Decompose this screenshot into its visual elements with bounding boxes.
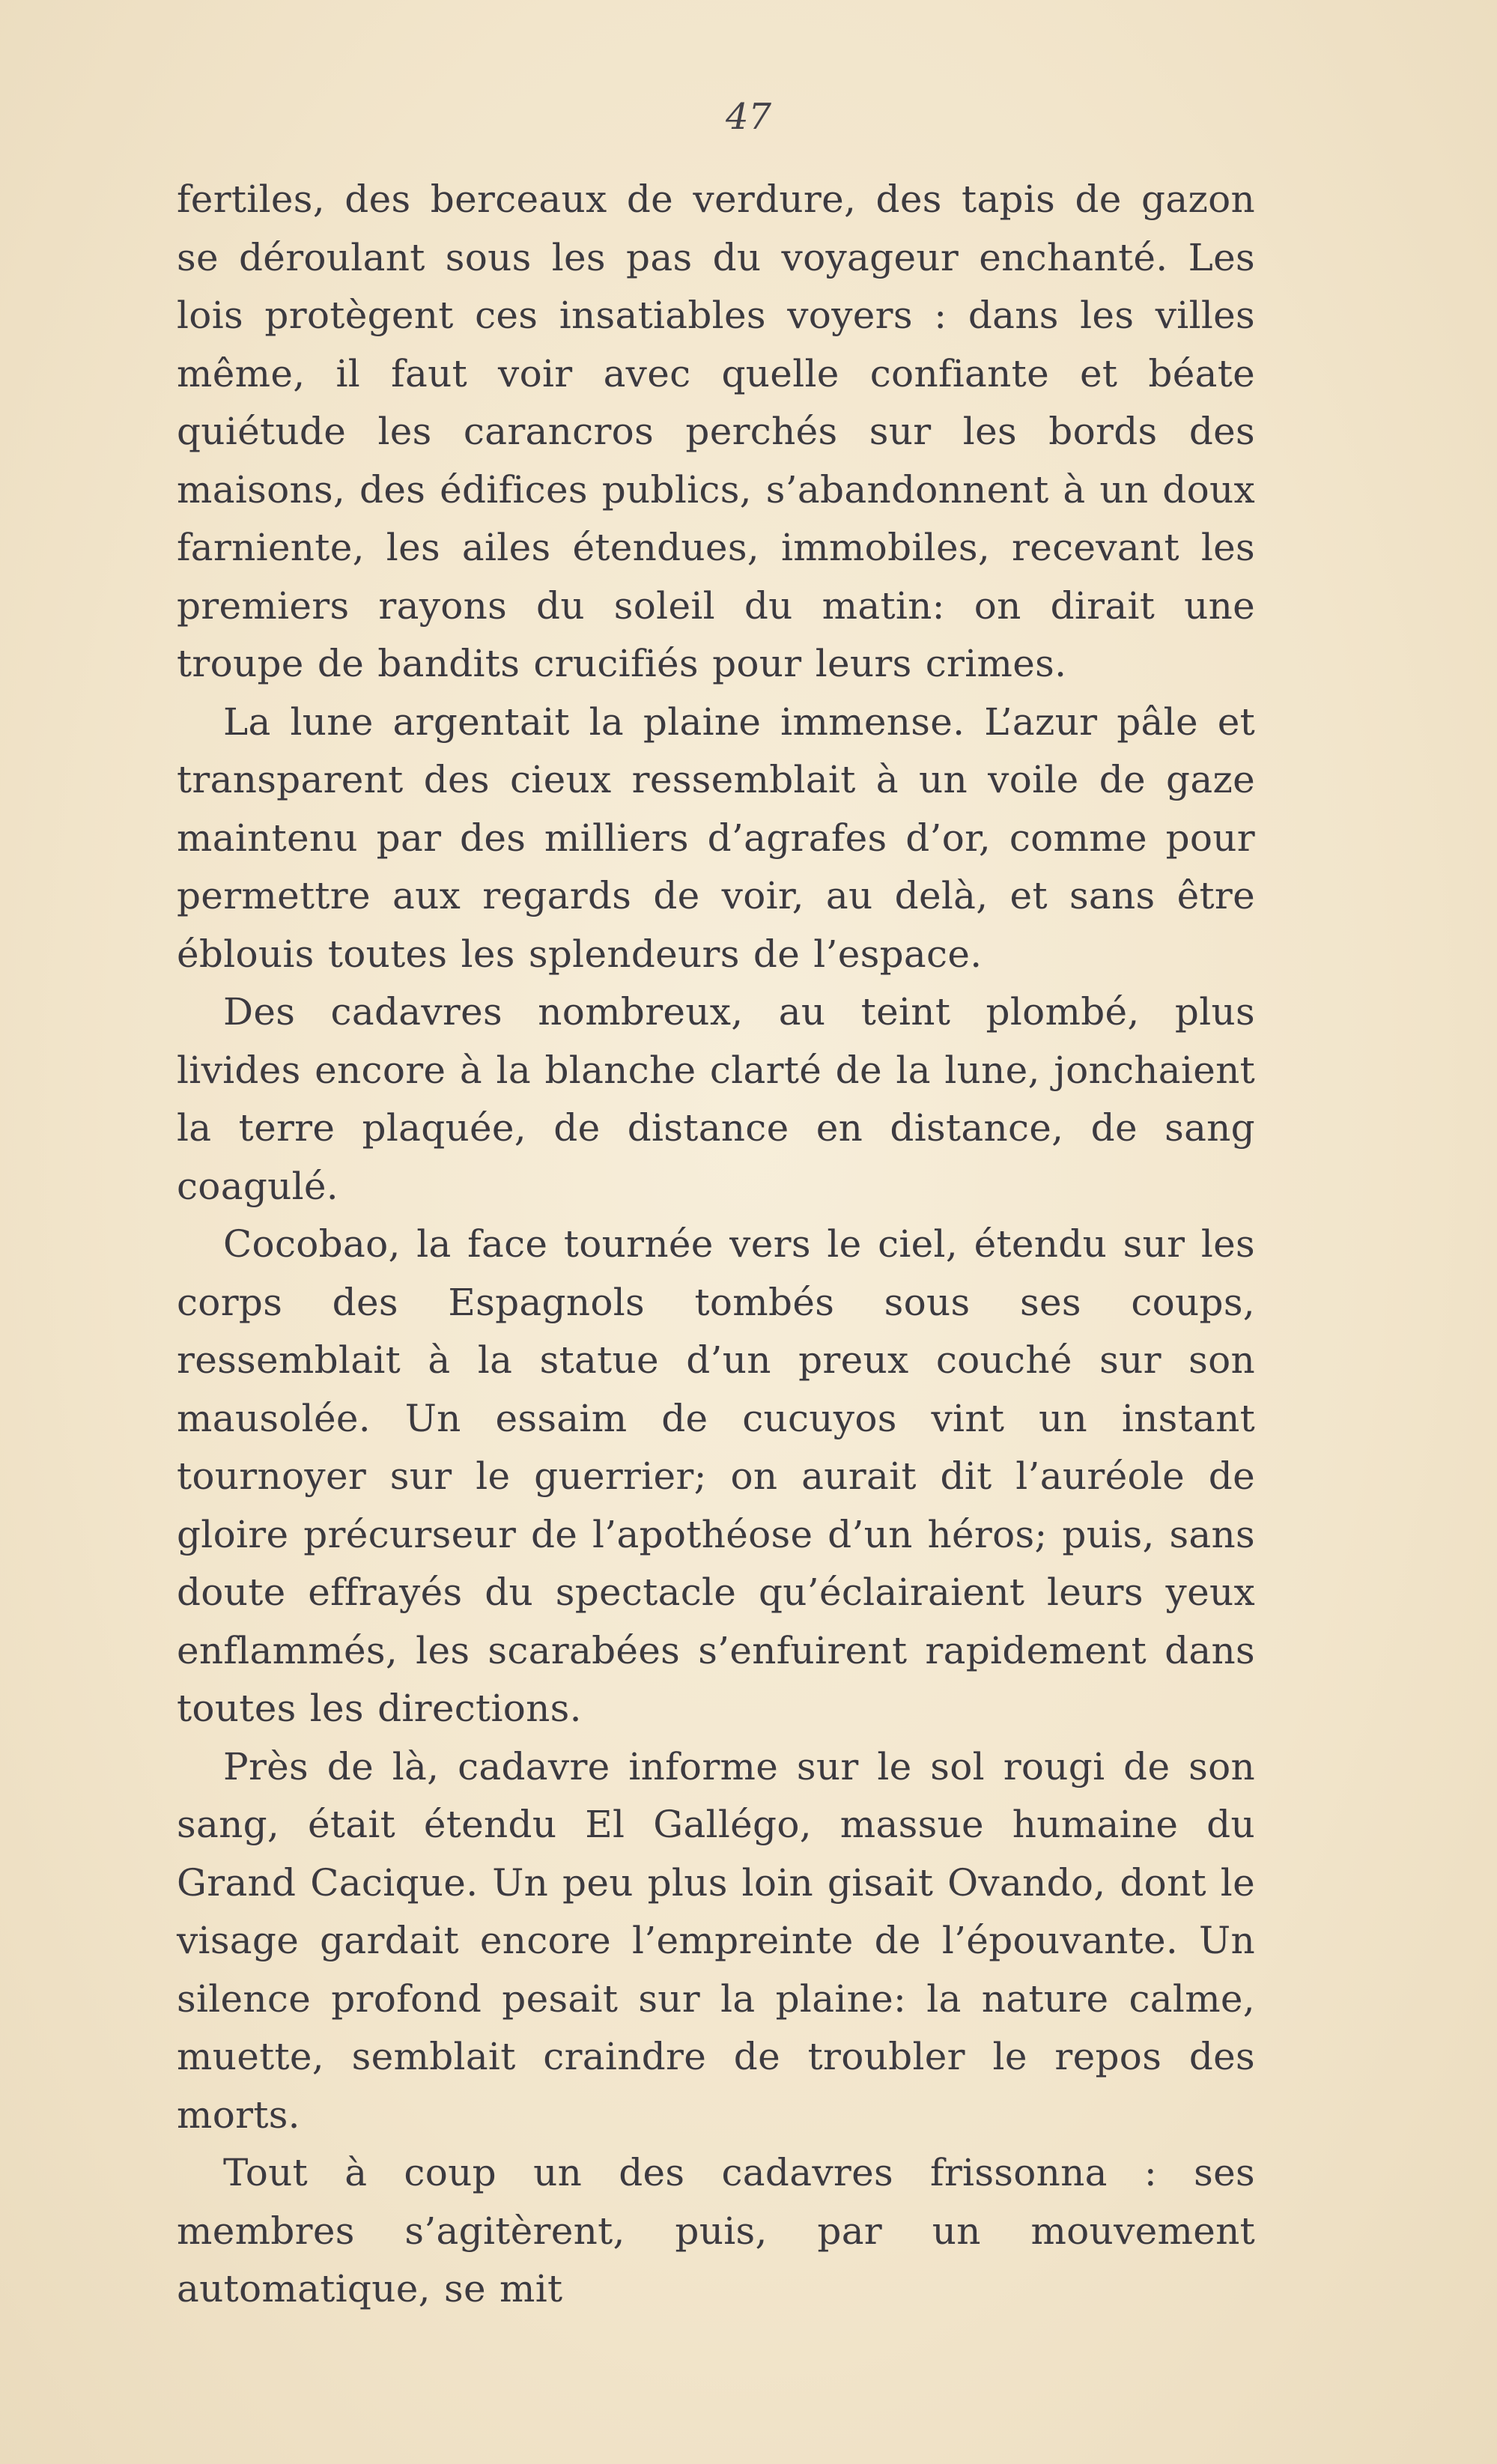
paragraph-1: fertiles, des berceaux de verdure, des tapis de gazon se déroulant sous les pas du voyageur enchanté. Les lois protègent ces insatiables voyers : dans les villes même, il faut voir avec quelle confiante et béate quiétude les carancros perchés sur les bords des maisons, des édifices publics, s’abandonnent à un doux farniente, les ailes étendues, immobiles, recevant les premiers rayons du soleil du matin: on dirait une troupe de bandits crucifiés pour leurs crimes. [177, 177, 1255, 685]
paragraph-4: Cocobao, la face tournée vers le ciel, étendu sur les corps des Espagnols tombés sous ses coups, ressemblait à la statue d’un preux couché sur son mausolée. Un essaim de cucuyos vint un instant tournoyer sur le guerrier; on aurait dit l’auréole de gloire précurseur de l’apothéose d’un héros; puis, sans doute effrayés du spectacle qu’éclairaient leurs yeux enflammés, les scarabées s’enfuirent rapidement dans toutes les directions. [177, 1222, 1255, 1730]
paragraph-3: Des cadavres nombreux, au teint plombé, plus livides encore à la blanche clarté de la lune, jonchaient la terre plaquée, de distance en distance, de sang coagulé. [177, 990, 1255, 1208]
paragraph-5: Près de là, cadavre informe sur le sol rougi de son sang, était étendu El Gallégo, massue humaine du Grand Cacique. Un peu plus loin gisait Ovando, dont le visage gardait encore l’empreinte de l’épouvante. Un silence profond pesait sur la plaine: la nature calme, muette, semblait craindre de troubler le repos des morts. [177, 1744, 1255, 2137]
body-text [177, 171, 1255, 2319]
page-number: 47 [725, 96, 772, 138]
paragraph-6: Tout à coup un des cadavres frissonna : ses membres s’agitèrent, puis, par un mouvement automatique, se mit [177, 2151, 1255, 2310]
paragraph-2: La lune argentait la plaine immense. L’azur pâle et transparent des cieux ressemblait à un voile de gaze maintenu par des milliers d’agrafes d’or, comme pour permettre aux regards de voir, au delà, et sans être éblouis toutes les splendeurs de l’espace. [177, 700, 1255, 976]
